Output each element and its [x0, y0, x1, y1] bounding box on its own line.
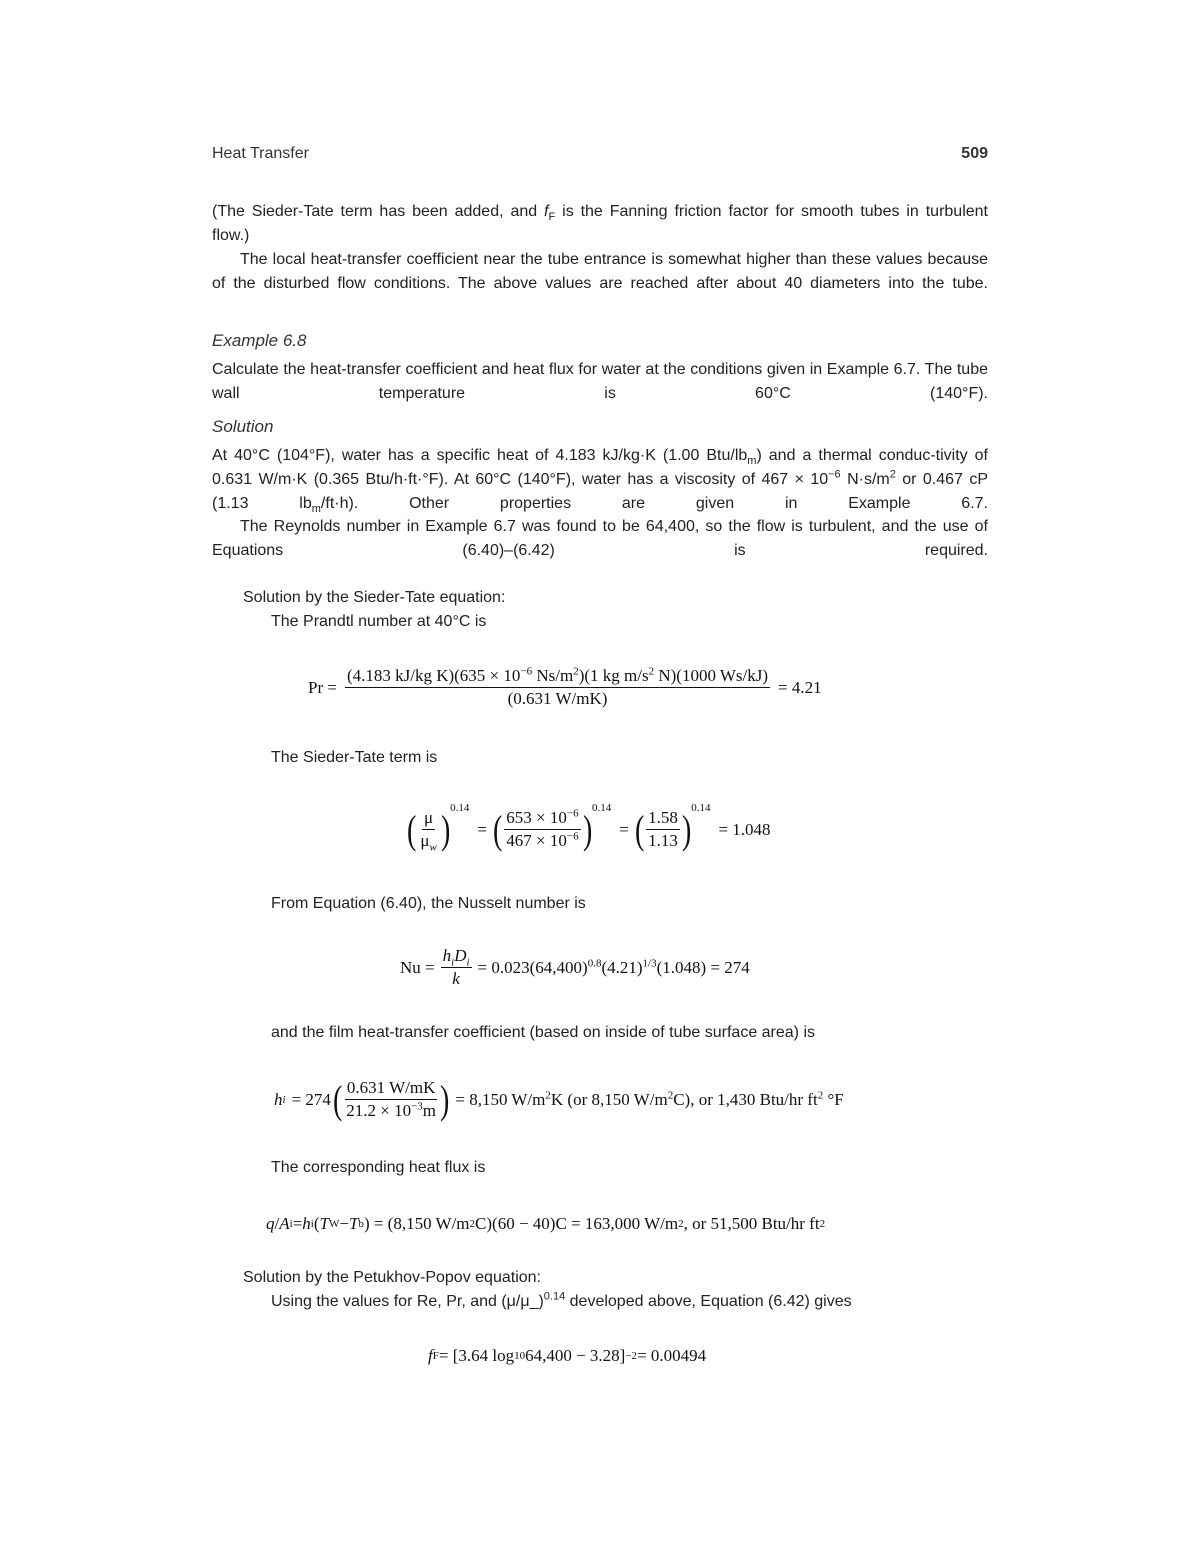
text-run: f: [428, 1346, 433, 1365]
example-problem-statement: Calculate the heat-transfer coefficient and heat flux for water at the conditions given in Example 6.7. The tube wall temperature is 60°C (140°F).: [212, 361, 988, 402]
paragraph-sieder-tate-note: [212, 200, 988, 248]
diameter-mantissa: 21.2 × 10: [346, 1101, 412, 1120]
running-header: Heat Transfer: [212, 145, 309, 162]
text-run: is the Fanning friction factor for smooth tubes in turbulent flow.): [212, 203, 988, 244]
text-run: °F: [823, 1089, 844, 1109]
equation-nusselt: [400, 946, 750, 989]
text-run: 2: [573, 665, 579, 678]
text-run: 2: [889, 468, 896, 481]
num-exponent: −6: [566, 807, 579, 820]
text-run: Ns/m: [532, 666, 574, 685]
text-run: 2: [667, 1088, 674, 1101]
h-symbol: h: [274, 1089, 283, 1109]
text-run: = 8,150 W/m: [455, 1089, 546, 1109]
viscosity-values-fraction: [504, 808, 580, 851]
text-run: 64,400 − 3.28]: [525, 1346, 626, 1365]
left-paren: (: [634, 806, 645, 852]
equation-film-coefficient: h i = 274 ( $\frac{0.631 W/mK}{21.2 \times 10^{-3}m}$ ) = 8,150 $W/m^2K$ (or 8,150 $W/m^2C$), or 1,430 Btu/hr $ft^2$ °F: [274, 1076, 844, 1122]
paragraph-entrance-effects: The local heat-transfer coefficient near the tube entrance is somewhat higher than these values because of the disturbed flow conditions. The above values are reached after about 40 diameters into the tube.: [212, 251, 988, 292]
reynolds-paragraph: The Reynolds number in Example 6.7 was found to be 64,400, so the flow is turbulent, and the use of Equations (6.40)–(6.42) is required.: [212, 518, 988, 559]
text-run: or 0.467 cP (1.13 lb: [212, 471, 988, 512]
text-run: = [3.64 log: [438, 1346, 515, 1365]
text-run: A: [279, 1214, 290, 1233]
film-fraction: [344, 1078, 438, 1121]
text-run: (4.183 kJ/kg K)(635 × 10: [346, 666, 521, 685]
text-run: =: [292, 1214, 303, 1233]
text-run: −6: [520, 665, 533, 678]
petukhov-popov-intro: [271, 1290, 852, 1314]
h-symbol: h: [442, 946, 452, 965]
i-subscript: i: [466, 956, 470, 969]
text-run: developed above, Equation (6.42) gives: [565, 1293, 852, 1310]
heat-flux-intro: The corresponding heat flux is: [271, 1159, 486, 1176]
prandtl-fraction: [345, 666, 770, 709]
prandtl-result: = 4.21: [778, 677, 822, 697]
film-denominator: [344, 1100, 438, 1121]
text-run: ) = (8,150 W/m: [363, 1214, 470, 1233]
text-run: ) and a thermal conduc-tivity of 0.631 W/m·K (0.365 Btu/h·ft·°F). At 60°C (140°F), water has a viscosity of 467 × 10: [212, 447, 988, 488]
text-run: −6: [828, 468, 841, 481]
d-symbol: D: [454, 946, 467, 965]
prandtl-intro: The Prandtl number at 40°C is: [271, 613, 487, 630]
text-run: 2: [817, 1088, 824, 1101]
text-run: T: [319, 1214, 329, 1233]
film-result: [455, 1090, 843, 1110]
text-run: , or 51,500 Btu/hr ft: [683, 1214, 820, 1233]
ratio-numerator: 1.58: [646, 808, 680, 830]
right-paren: ): [440, 806, 451, 852]
left-paren: (: [492, 806, 503, 852]
text-run: = 0.00494: [637, 1346, 707, 1365]
exponent-3: 0.14: [691, 801, 711, 814]
mu-numerator: μ: [422, 808, 435, 830]
text-run: At 40°C (104°F), water has a specific heat of 4.183 kJ/kg·K (1.00 Btu/lb: [212, 447, 748, 464]
mu-symbol: μ: [420, 831, 430, 850]
nusselt-denominator: k: [452, 969, 460, 988]
equals-1: =: [477, 819, 487, 839]
text-run: K (or 8,150 W/m: [550, 1089, 668, 1109]
text-run: 0.14: [543, 1290, 566, 1303]
text-run: m: [747, 455, 757, 468]
diameter-unit: m: [422, 1101, 437, 1120]
diameter-exponent: −3: [411, 1100, 423, 1113]
text-run: C)(60 − 40)C = 163,000 W/m: [475, 1214, 679, 1233]
nusselt-rhs: [478, 958, 750, 978]
petukhov-popov-subheading: Solution by the Petukhov-Popov equation:: [243, 1269, 541, 1286]
mu-wall-denominator: [418, 830, 438, 854]
text-run: N)(1000 Ws/kJ): [654, 666, 769, 685]
text-run: /: [274, 1214, 280, 1233]
equation-prandtl: [308, 666, 822, 709]
text-run: m: [311, 503, 321, 516]
equals-2: =: [619, 819, 629, 839]
solution-heading: Solution: [212, 417, 274, 436]
sieder-tate-result: = 1.048: [718, 819, 771, 839]
viscosity-ratio-fraction: [418, 808, 438, 854]
text-run: f: [544, 203, 549, 220]
text-run: (1.048) = 274: [656, 957, 750, 977]
example-heading: Example 6.8: [212, 331, 307, 350]
text-run: h: [302, 1214, 311, 1233]
film-numerator: 0.631 W/mK: [345, 1078, 437, 1100]
film-lhs-value: = 274: [291, 1089, 331, 1109]
sieder-tate-term-intro: The Sieder-Tate term is: [271, 749, 438, 766]
text-run: −: [339, 1214, 349, 1233]
equation-heat-flux: q / A i = h i ( T W − T b ) = (8,150 W/m 2 C)(60 − 40)C = 163,000 W/m 2 , or 51,500 Btu/hr ft 2: [266, 1214, 826, 1233]
ratio-denominator: 1.13: [648, 831, 678, 850]
exponent-1: 0.14: [450, 801, 470, 814]
viscosity-denominator: [504, 830, 580, 851]
den-mantissa: 467 × 10: [506, 831, 567, 850]
prandtl-numerator: [345, 666, 770, 688]
left-paren: (: [406, 806, 417, 852]
viscosity-numerator: [504, 808, 580, 830]
text-run: (4.21): [601, 957, 643, 977]
i-subscript: i: [451, 956, 455, 969]
nusselt-numerator: [441, 946, 472, 968]
num-mantissa: 653 × 10: [506, 808, 567, 827]
prandtl-lhs: Pr =: [308, 677, 337, 697]
nusselt-intro: From Equation (6.40), the Nusselt number is: [271, 895, 586, 912]
text-run: )(1 kg m/s: [578, 666, 649, 685]
sieder-tate-subheading: Solution by the Sieder-Tate equation:: [243, 589, 506, 606]
text-run: q: [266, 1214, 275, 1233]
film-coefficient-intro: and the film heat-transfer coefficient (based on inside of tube surface area) is: [271, 1024, 816, 1041]
text-run: F: [548, 211, 556, 224]
exponent-2: 0.14: [591, 801, 612, 814]
text-run: = 0.023(64,400): [477, 957, 588, 977]
text-run: N·s/m: [840, 471, 890, 488]
text-run: Using the values for Re, Pr, and (μ/μ_): [271, 1293, 544, 1310]
text-run: T: [348, 1214, 359, 1233]
page-number: 509: [961, 145, 988, 162]
solution-properties-paragraph: [212, 444, 988, 516]
text-run: 2: [545, 1088, 551, 1101]
right-paren: ): [582, 806, 592, 852]
right-paren: ): [440, 1076, 450, 1122]
den-exponent: −6: [566, 830, 579, 843]
nusselt-lhs: Nu =: [400, 957, 435, 977]
text-run: 2: [648, 665, 655, 678]
text-run: (: [313, 1214, 320, 1233]
prandtl-denominator: (0.631 W/mK): [507, 689, 608, 708]
nusselt-fraction: [441, 946, 472, 989]
text-run: /ft·h). Other properties are given in Example 6.7.: [320, 495, 988, 512]
simplified-ratio-fraction: [646, 808, 680, 851]
wall-subscript: w: [429, 841, 437, 854]
text-run: 1/3: [642, 956, 657, 969]
left-paren: (: [332, 1076, 343, 1122]
equation-friction-factor: f F = [3.64 log 10 64,400 − 3.28] −2 = 0.00494: [428, 1346, 707, 1365]
text-run: 0.8: [587, 956, 602, 969]
text-run: C), or 1,430 Btu/hr ft: [673, 1089, 818, 1109]
right-paren: ): [681, 806, 692, 852]
equation-sieder-tate-term: [405, 801, 771, 854]
text-run: (The Sieder-Tate term has been added, and: [212, 203, 545, 220]
